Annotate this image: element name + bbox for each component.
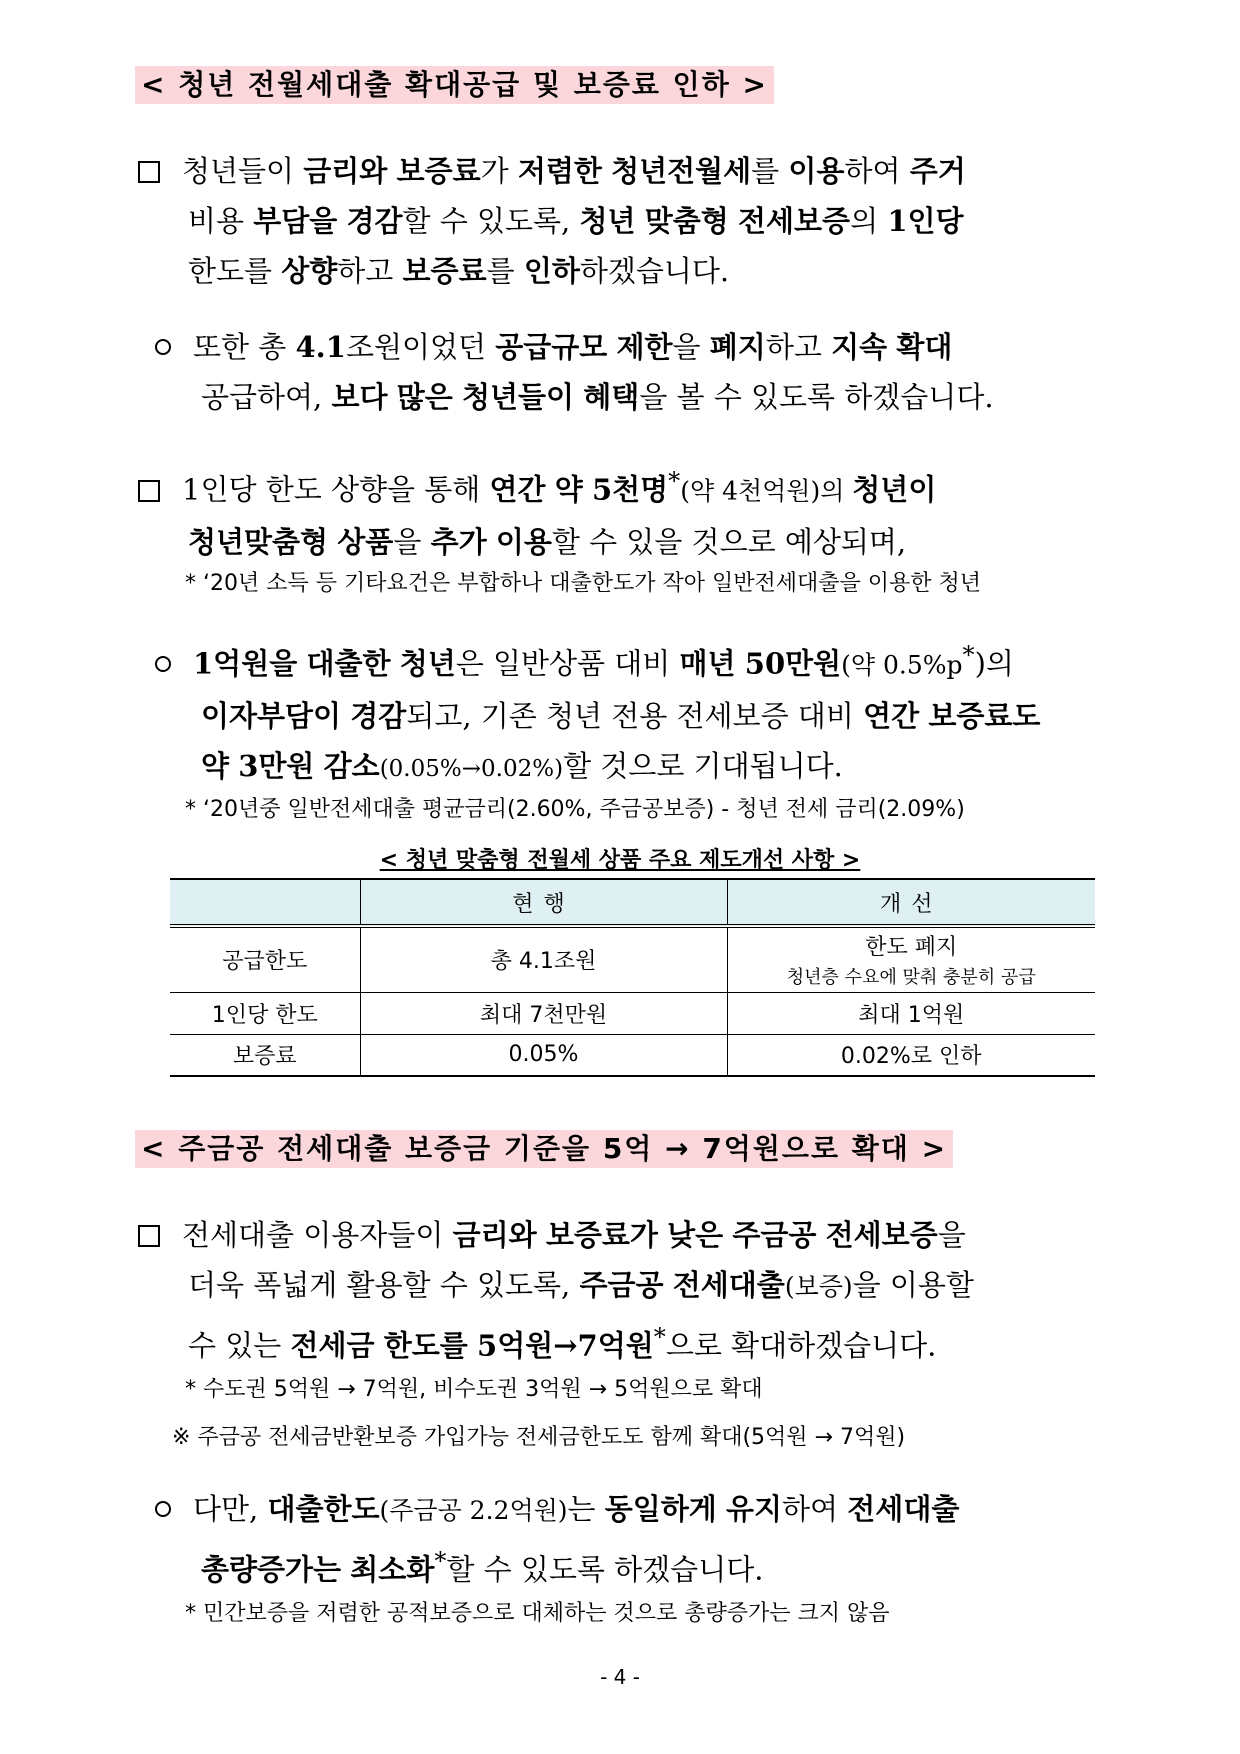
policy-comparison-table bbox=[170, 878, 1095, 1077]
bullet-supply-limit bbox=[155, 322, 1115, 422]
bullet-loan-limit bbox=[155, 1484, 1115, 1595]
table-cell-label: 보증료 bbox=[170, 1034, 360, 1076]
paragraph-line: 또한 총 4.1조원이었던 공급규모 제한을 폐지하고 지속 확대 bbox=[155, 322, 1115, 372]
paragraph-line: 총량증가는 최소화*할 수 있도록 하겠습니다. bbox=[201, 1547, 764, 1587]
checkbox-bullet-icon bbox=[138, 161, 160, 183]
table-cell-label: 1인당 한도 bbox=[170, 992, 360, 1034]
bullet-interest-savings bbox=[155, 630, 1115, 794]
paragraph-line: 약 3만원 감소(0.05%→0.02%)할 것으로 기대됩니다. bbox=[201, 748, 843, 783]
paragraph-line: 청년들이 금리와 보증료가 저렴한 청년전월세를 이용하여 주거 bbox=[138, 146, 1098, 196]
table-cell-improved-sub: 청년층 수요에 맞춰 충분히 공급 bbox=[786, 967, 1036, 989]
footnote-region-limits: * 수도권 5억원 → 7억원, 비수도권 3억원 → 5억원으로 확대 bbox=[185, 1377, 763, 1402]
table-cell-current: 최대 7천만원 bbox=[360, 992, 727, 1034]
circle-bullet-icon bbox=[155, 339, 171, 355]
paragraph-hf-deposit-limit bbox=[138, 1210, 1098, 1371]
paragraph-line: 더욱 폭넓게 활용할 수 있도록, 주금공 전세대출(보증)을 이용할 bbox=[188, 1268, 974, 1302]
paragraph-line: 1인당 한도 상향을 통해 연간 약 5천명*(약 4천억원)의 청년이 bbox=[138, 456, 1098, 517]
table-header-improved: 개선 bbox=[727, 879, 1095, 926]
paragraph-line: 수 있는 전세금 한도를 5억원→7억원*으로 확대하겠습니다. bbox=[188, 1323, 937, 1363]
section-heading-youth-loan: < 청년 전월세대출 확대공급 및 보증료 인하 > bbox=[135, 66, 774, 104]
table-row bbox=[170, 926, 1095, 992]
table-row bbox=[170, 992, 1095, 1034]
paragraph-line: 한도를 상향하고 보증료를 인하하겠습니다. bbox=[188, 254, 730, 288]
table-cell-current: 총 4.1조원 bbox=[360, 926, 727, 992]
paragraph-line: 1억원을 대출한 청년은 일반상품 대비 매년 50만원(약 0.5%p*)의 bbox=[155, 630, 1115, 691]
section-heading-hf-deposit: < 주금공 전세대출 보증금 기준을 5억 → 7억원으로 확대 > bbox=[135, 1130, 953, 1168]
table-header-empty bbox=[170, 879, 360, 926]
table-header-current: 현행 bbox=[360, 879, 727, 926]
paragraph-per-person-limit bbox=[138, 456, 1098, 567]
paragraph-line: 전세대출 이용자들이 금리와 보증료가 낮은 주금공 전세보증을 bbox=[138, 1210, 1098, 1260]
table-title: < 청년 맞춤형 전월세 상품 주요 제도개선 사항 > bbox=[379, 848, 861, 873]
paragraph-line: 청년맞춤형 상품을 추가 이용할 수 있을 것으로 예상되며, bbox=[188, 524, 907, 559]
table-cell-label: 공급한도 bbox=[170, 926, 360, 992]
paragraph-youth-guarantee bbox=[138, 146, 1098, 296]
table-header-row bbox=[170, 879, 1095, 926]
table-cell-improved-main: 한도 폐지 bbox=[865, 935, 958, 961]
footnote-eligible-youth: * ‘20년 소득 등 기타요건은 부합하나 대출한도가 작아 일반전세대출을 이용한 청년 bbox=[185, 571, 981, 596]
paragraph-line: 이자부담이 경감되고, 기존 청년 전용 전세보증 대비 연간 보증료도 bbox=[201, 698, 1041, 733]
table-cell-improved bbox=[727, 926, 1095, 992]
page-number: - 4 - bbox=[600, 1665, 640, 1689]
paragraph-line: 공급하여, 보다 많은 청년들이 혜택을 볼 수 있도록 하겠습니다. bbox=[201, 380, 994, 414]
circle-bullet-icon bbox=[155, 1501, 171, 1517]
table-row bbox=[170, 1034, 1095, 1076]
circle-bullet-icon bbox=[155, 656, 171, 672]
table-cell-improved: 0.02%로 인하 bbox=[727, 1034, 1095, 1076]
table-cell-improved: 최대 1억원 bbox=[727, 992, 1095, 1034]
table-cell-current: 0.05% bbox=[360, 1034, 727, 1076]
footnote-return-guarantee: ※ 주금공 전세금반환보증 가입가능 전세금한도도 함께 확대(5억원 → 7억원) bbox=[172, 1425, 906, 1450]
checkbox-bullet-icon bbox=[138, 480, 160, 502]
footnote-total-increase: * 민간보증을 저렴한 공적보증으로 대체하는 것으로 총량증가는 크지 않음 bbox=[185, 1601, 890, 1626]
paragraph-line: 다만, 대출한도(주금공 2.2억원)는 동일하게 유지하여 전세대출 bbox=[155, 1484, 1115, 1536]
footnote-interest-rate: * ‘20년중 일반전세대출 평균금리(2.60%, 주금공보증) - 청년 전세 금리(2.09%) bbox=[185, 797, 965, 822]
checkbox-bullet-icon bbox=[138, 1225, 160, 1247]
paragraph-line: 비용 부담을 경감할 수 있도록, 청년 맞춤형 전세보증의 1인당 bbox=[188, 204, 964, 238]
